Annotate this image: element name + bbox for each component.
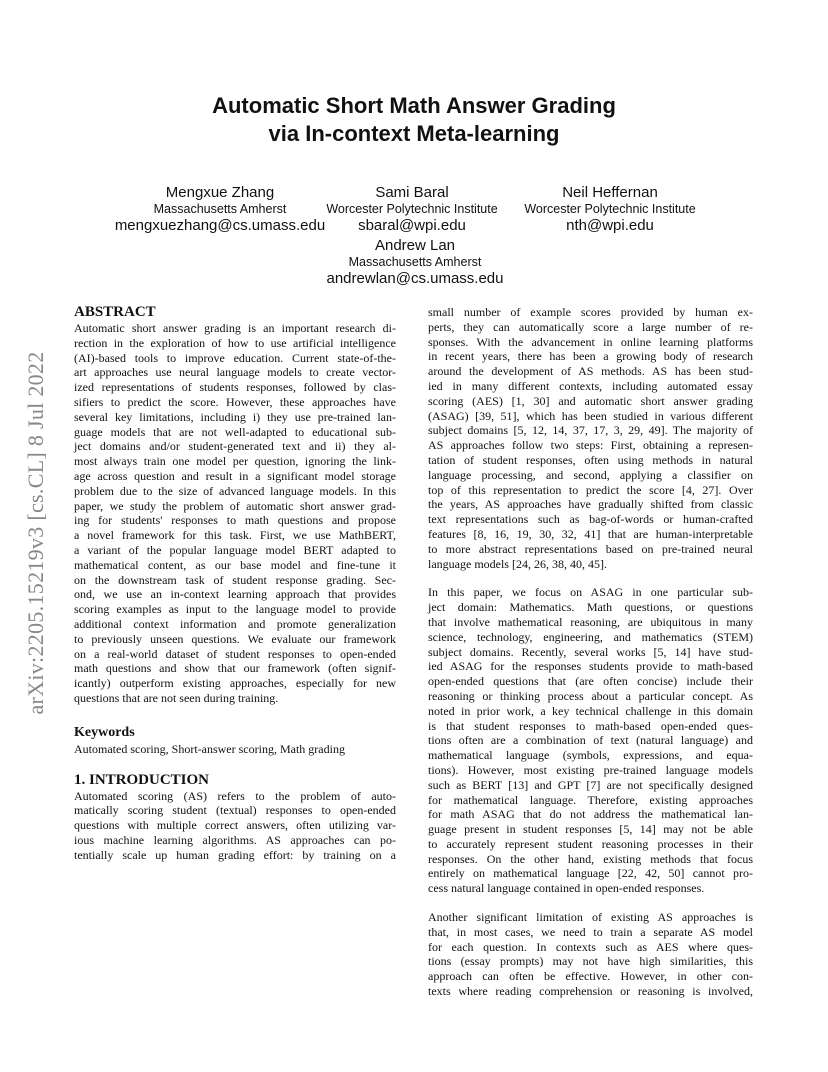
abstract-body	[74, 321, 396, 706]
text-line: language models [24, 26, 38, 40, 45].	[428, 556, 607, 571]
text-line: rection in the exploration of how to use artificial intelligence	[74, 335, 396, 350]
text-line: questions that are not seen during training.	[74, 690, 279, 705]
text-line: math questions and show that our framework (often signif-	[74, 661, 396, 676]
author-block-4	[315, 237, 515, 287]
author-email: andrewlan@cs.umass.edu	[326, 270, 504, 287]
arxiv-stamp	[16, 300, 56, 765]
text-line: tions). However, most existing pre-trained language models	[428, 762, 753, 777]
text-line: mathematical content, as our base model and fine-tune it	[74, 557, 396, 572]
author-affiliation: Worcester Polytechnic Institute	[524, 202, 696, 216]
text-line: (ASAG) [39, 51], which has been studied in various different	[428, 408, 753, 423]
author-email: nth@wpi.edu	[566, 217, 654, 234]
text-line: scoring (AES) [1, 30] and automatic short answer grading	[428, 393, 753, 408]
text-line: matically scoring student (textual) responses to open-ended	[74, 803, 396, 818]
text-line: art approaches use neural language models to create vector-	[74, 365, 396, 380]
text-line: for each question. In contexts such as AES where ques-	[428, 939, 753, 954]
text-line: is that student responses to math-based open-ended ques-	[428, 718, 753, 733]
author-email: sbaral@wpi.edu	[358, 217, 466, 234]
text-line: tions often are a combination of text (natural language) and	[428, 733, 753, 748]
text-line: sponses. With the advancement in online learning platforms	[428, 334, 753, 349]
text-line: tentially scale up human grading effort: by training on a	[74, 847, 396, 862]
author-name: Neil Heffernan	[562, 184, 658, 201]
author-block-2	[322, 184, 502, 234]
keywords-heading: Keywords	[74, 724, 135, 740]
right-column	[428, 305, 753, 999]
text-line: Automated scoring (AS) refers to the problem of auto-	[74, 788, 396, 803]
text-line: responses. On the other hand, existing methods that focus	[428, 851, 753, 866]
text-line: ject domains and/or student-generated text and ii) they al-	[74, 439, 396, 454]
author-name: Andrew Lan	[374, 237, 456, 254]
paragraph-3	[428, 910, 753, 999]
text-line: tation of student responses, often using methods in natural	[428, 452, 753, 467]
text-line: to more abstract representations based on pre-trained neural	[428, 541, 753, 556]
keywords-text: Automated scoring, Short-answer scoring, Math grading	[74, 741, 345, 756]
author-block-3	[516, 184, 704, 234]
text-line: texts where reading comprehension or reasoning is involved,	[428, 984, 753, 999]
text-line: guage present in student responses [5, 14] may not be able	[428, 822, 753, 837]
left-column	[74, 303, 396, 863]
text-line: ing for students' responses to math questions and propose	[74, 513, 396, 528]
text-line: on a real-world dataset of student responses to open-ended	[74, 646, 396, 661]
text-line: several key limitations, including i) they use pre-trained lan-	[74, 409, 396, 424]
text-line: icantly) outperform existing approaches, especially for new	[74, 676, 396, 691]
text-line: subject domains [5, 12, 14, 37, 17, 3, 29, 49]. The majority of	[428, 423, 753, 438]
paper-title	[0, 92, 828, 148]
text-line: ized representations of students responses, followed by clas-	[74, 380, 396, 395]
text-line: guage models that are not well-adapted to educational sub-	[74, 424, 396, 439]
author-affiliation: Massachusetts Amherst	[348, 255, 482, 269]
text-line: ond, we use an in-context learning approach that provides	[74, 587, 396, 602]
text-line: mathematical language (symbols, expressions, and equa-	[428, 748, 753, 763]
text-line: problem due to the size of advanced language models. In this	[74, 483, 396, 498]
text-line: questions with multiple correct answers, often utilizing var-	[74, 818, 396, 833]
author-email: mengxuezhang@cs.umass.edu	[114, 217, 326, 234]
text-line: text representations such as bag-of-words or human-crafted	[428, 512, 753, 527]
text-line: in recent years, there has been a growing body of research	[428, 349, 753, 364]
text-line: to previously unseen questions. We evaluate our framework	[74, 631, 396, 646]
text-line: on the downstream task of student response grading. Sec-	[74, 572, 396, 587]
text-line: that involve mathematical reasoning, are ubiquitous in many	[428, 614, 753, 629]
arxiv-stamp-text: arXiv:2205.15219v3 [cs.CL] 8 Jul 2022	[23, 350, 48, 715]
text-line: a variant of the popular language model BERT adapted to	[74, 542, 396, 557]
text-line: the years, AS approaches have gradually shifted from classic	[428, 497, 753, 512]
title-line-2: via In-context Meta-learning	[268, 121, 560, 146]
introduction-heading: 1. INTRODUCTION	[74, 771, 210, 788]
text-line: approach can often be effective. However, in other con-	[428, 969, 753, 984]
text-line: to accurately represent student reasoning processes in their	[428, 836, 753, 851]
text-line: such as BERT [13] and GPT [7] are not specifically designed	[428, 777, 753, 792]
text-line: language processing, and second, applying a classifier on	[428, 467, 753, 482]
text-line: tions (essay prompts) may not have high similarities, this	[428, 954, 753, 969]
text-line: noted in prior work, a key technical challenge in this domain	[428, 703, 753, 718]
text-line: small number of example scores provided by human ex-	[428, 305, 753, 319]
text-line: science, technology, engineering, and mathematics (STEM)	[428, 629, 753, 644]
author-block-1	[110, 184, 330, 234]
text-line: Automatic short answer grading is an important research di-	[74, 321, 396, 335]
text-line: Another significant limitation of existing AS approaches is	[428, 910, 753, 925]
text-line: In this paper, we focus on ASAG in one particular sub-	[428, 585, 753, 600]
text-line: sifiers to predict the score. However, these approaches have	[74, 394, 396, 409]
text-line: top of this representation to predict the score [4, 27]. Over	[428, 482, 753, 497]
abstract-heading: ABSTRACT	[74, 304, 156, 320]
text-line: scoring examples as input to the language model to provide	[74, 602, 396, 617]
text-line: most always train one model per question, ignoring the link-	[74, 454, 396, 469]
text-line: a novel framework for this task. First, we use MathBERT,	[74, 528, 396, 543]
text-line: open-ended questions that (are often concise) include their	[428, 674, 753, 689]
text-line: age across question and result in a significant model storage	[74, 468, 396, 483]
text-line: (AI)-based tools to improve education. Current state-of-the-	[74, 350, 396, 365]
title-line-1: Automatic Short Math Answer Grading	[212, 93, 616, 118]
author-name: Sami Baral	[375, 184, 449, 201]
text-line: cess natural language contained in open-ended responses.	[428, 881, 705, 896]
text-line: for mathematical language. Therefore, existing approaches	[428, 792, 753, 807]
text-line: additional context information and promote generalization	[74, 616, 396, 631]
author-name: Mengxue Zhang	[165, 184, 275, 201]
text-line: ious machine learning algorithms. AS approaches can po-	[74, 832, 396, 847]
text-line: ject domain: Mathematics. Math questions, or questions	[428, 600, 753, 615]
text-line: around the development of AS methods. AS has been stud-	[428, 364, 753, 379]
text-line: for math ASAG that do not address the mathematical lan-	[428, 807, 753, 822]
text-line: reasoning or thinking process about a particular concept. As	[428, 688, 753, 703]
introduction-body	[74, 789, 396, 863]
text-line: features [8, 16, 19, 30, 32, 41] that are human-interpretable	[428, 526, 753, 541]
text-line: paper, we study the problem of automatic short answer grad-	[74, 498, 396, 513]
text-line: entirely on mathematical language [22, 42, 50] cannot pro-	[428, 866, 753, 881]
paragraph-2	[428, 585, 753, 896]
text-line: ied ASAG for the responses students provide to math-based	[428, 659, 753, 674]
author-affiliation: Massachusetts Amherst	[153, 202, 287, 216]
text-line: ied in many different contexts, including automated essay	[428, 378, 753, 393]
text-line: AS approaches follow two steps: First, obtaining a represen-	[428, 438, 753, 453]
text-line: subject domains. Recently, several works [5, 14] have stud-	[428, 644, 753, 659]
author-affiliation: Worcester Polytechnic Institute	[326, 202, 498, 216]
paragraph-1	[428, 305, 753, 571]
text-line: that, in most cases, we need to train a separate AS model	[428, 924, 753, 939]
text-line: perts, they can automatically score a large number of re-	[428, 319, 753, 334]
